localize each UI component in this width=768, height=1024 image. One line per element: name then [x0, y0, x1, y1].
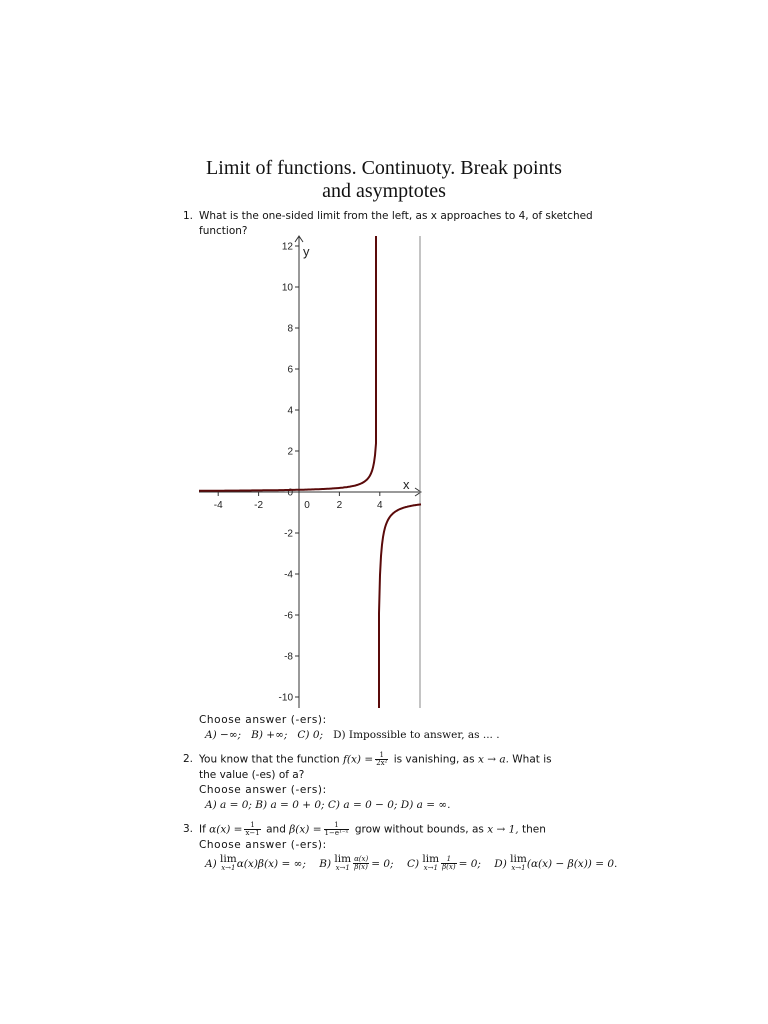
q3-alpha: α(x) = — [209, 823, 243, 836]
x-tick-label: -4 — [213, 500, 223, 511]
choose-answer-label: Choose answer (-ers): — [199, 838, 327, 851]
q2-text-post: is vanishing, as — [393, 753, 475, 766]
question-number: 1. — [183, 210, 194, 222]
y-tick-label: -6 — [284, 610, 293, 622]
question-2 — [183, 751, 552, 813]
question-number: 3. — [183, 823, 194, 835]
q3-beta-fraction: $\frac{1}{\text{1−e¹⁻ˣ}}$ — [324, 821, 349, 837]
q3-alpha-fraction: $\frac{1}{x-1}$ — [245, 821, 260, 837]
answer-options — [199, 728, 500, 743]
question-2-text-line-1 — [199, 752, 552, 768]
y-tick-label: -4 — [284, 569, 293, 581]
q2-text-pre: You know that the function — [199, 753, 340, 766]
answer-a[interactable]: A) −∞; — [205, 729, 242, 741]
graph-ticks — [214, 242, 383, 704]
question-1-text-line-2: function? — [199, 225, 248, 237]
answer-d[interactable]: D) lim x→1 (α(x) − β(x)) = 0. — [494, 852, 618, 872]
question-3 — [183, 821, 618, 873]
answer-c[interactable]: C) 0; — [297, 729, 324, 741]
answer-d[interactable]: D) Impossible to answer, as ... . — [333, 729, 500, 741]
y-axis-label: y — [303, 244, 310, 259]
y-tick-label: 6 — [287, 364, 293, 376]
question-2-text-line-2: the value (-es) of a? — [199, 768, 305, 781]
x-tick-label: 2 — [336, 500, 343, 511]
answer-b[interactable]: B) lim x→1 $\frac{\alpha(x)}{\beta(x)}$ = 0; — [319, 852, 394, 872]
q3-arrow-expression: x → 1, — [487, 823, 519, 836]
q3-text-and: and — [266, 823, 286, 836]
title-line-2: and asymptotes — [322, 180, 446, 202]
y-tick-label: 12 — [281, 241, 293, 253]
q3-beta: β(x) = — [289, 823, 322, 836]
y-tick-label: 0 — [287, 487, 293, 499]
question-3-text-line-1 — [199, 822, 617, 838]
question-number: 2. — [183, 753, 194, 765]
answer-a[interactable]: A) lim x→1 α(x)β(x) = ∞; — [205, 852, 306, 872]
question-1-text-line-1: What is the one-sided limit from the left, as x approaches to 4, of sketched — [199, 210, 593, 222]
y-tick-label: -2 — [284, 528, 293, 540]
q2-fraction: $\frac{1}{\text{2x²}}$ — [376, 751, 388, 767]
curve-right-branch — [379, 504, 421, 708]
answer-b[interactable]: B) +∞; — [251, 729, 288, 741]
choose-answer-label: Choose answer (-ers): — [199, 714, 327, 726]
x-tick-label: 4 — [377, 500, 383, 511]
q2-text-tail: What is — [512, 753, 552, 766]
q2-function-name: f(x) = — [343, 753, 374, 766]
q3-text-grow: grow without bounds, as — [354, 823, 484, 836]
question-2-answers[interactable]: A) a = 0; B) a = 0 + 0; C) a = 0 − 0; D) a = ∞. — [205, 798, 451, 811]
title-line-1: Limit of functions. Continuoty. Break points — [206, 157, 562, 179]
graph-axes — [199, 236, 421, 708]
y-tick-label: 8 — [287, 323, 293, 335]
y-tick-label: 4 — [287, 405, 293, 417]
x-tick-label: -2 — [254, 500, 264, 511]
q2-arrow-expression: x → a. — [477, 753, 509, 766]
y-tick-label: -10 — [278, 692, 293, 704]
y-tick-label: 10 — [281, 282, 293, 294]
x-axis-label: x — [403, 477, 410, 492]
x-tick-label: 0 — [304, 500, 310, 511]
q3-text-if: If — [199, 823, 206, 836]
y-tick-label: 2 — [287, 446, 293, 458]
question-1-answers — [199, 713, 500, 743]
question-3-answers — [199, 852, 618, 873]
y-tick-label: -8 — [284, 651, 293, 663]
answer-c[interactable]: C) lim x→1 $\frac{1}{\beta(x)}$ = 0; — [406, 852, 481, 872]
choose-answer-label: Choose answer (-ers): — [199, 783, 327, 796]
q3-text-then: then — [521, 823, 546, 836]
